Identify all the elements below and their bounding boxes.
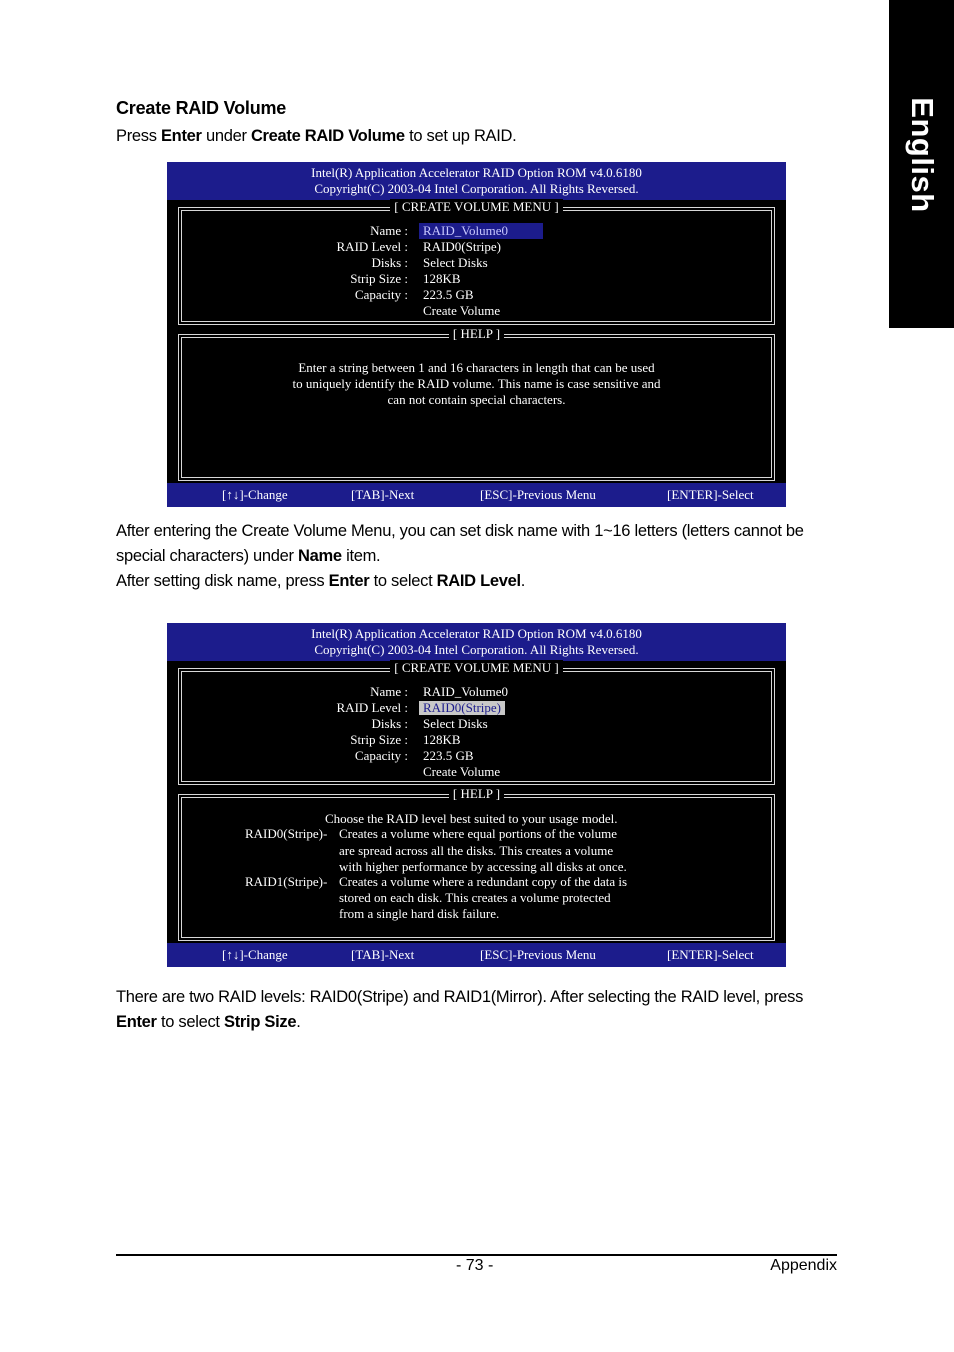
change-hint: [↑↓]-Change (222, 487, 288, 502)
create-volume-row[interactable] (179, 764, 774, 780)
footer-divider (116, 1254, 837, 1256)
capacity-row: Capacity : 223.5 GB (354, 287, 474, 302)
next-hint: [TAB]-Next (351, 487, 415, 502)
help-title: [ HELP ] (449, 786, 504, 801)
name-field[interactable]: RAID_Volume0 (419, 223, 543, 239)
disks-row[interactable]: Disks : Select Disks (371, 716, 488, 731)
create-volume-menu (178, 660, 775, 785)
previous-menu-hint: [ESC]-Previous Menu (480, 487, 596, 502)
select-hint: [ENTER]-Select (667, 947, 754, 962)
page-number: - 73 - (456, 1257, 494, 1274)
strip-size-row[interactable]: Strip Size : 128KB (350, 271, 461, 286)
language-tab (889, 0, 954, 328)
bios-screen-raid-level (167, 623, 786, 967)
change-hint: [↑↓]-Change (222, 947, 288, 962)
bios-header: Intel(R) Application Accelerator RAID Option ROM v4.0.6180 Copyright(C) 2003-04 Intel Corporation. All Rights Reversed. (167, 623, 786, 661)
raid-level-field[interactable]: RAID0(Stripe) (419, 701, 505, 715)
help-title: [ HELP ] (449, 326, 504, 341)
bios-screen-name (167, 162, 786, 507)
bios-footer (167, 943, 786, 967)
create-volume-button[interactable]: Create Volume (423, 303, 501, 318)
create-volume-button[interactable]: Create Volume (423, 764, 501, 779)
raid-level-row[interactable]: RAID Level : RAID0(Stripe) (179, 700, 774, 716)
name-field[interactable]: RAID_Volume0 (423, 684, 508, 699)
section-heading: Create RAID Volume (116, 98, 287, 118)
bios-header: Intel(R) Application Accelerator RAID Option ROM v4.0.6180 Copyright(C) 2003-04 Intel Corporation. All Rights Reversed. (167, 162, 786, 200)
help-box: [ HELP ] Enter a string between 1 and 16 characters in length that can be used to uniquely identify the RAID volume. This name is case sensitive and can not contain special characters. (178, 334, 775, 481)
create-volume-row[interactable] (179, 303, 774, 319)
language-tab-label: English (904, 97, 940, 213)
bios-footer (167, 483, 786, 507)
intro-paragraph: Press Enter under Create RAID Volume to set up RAID. (116, 127, 517, 145)
disks-row[interactable]: Disks : Select Disks (371, 255, 488, 270)
create-volume-menu (178, 199, 775, 325)
name-row[interactable]: Name : RAID_Volume0 (179, 223, 774, 239)
capacity-row: Capacity : 223.5 GB (354, 748, 474, 763)
strip-size-row[interactable]: Strip Size : 128KB (350, 732, 461, 747)
menu-title: [ CREATE VOLUME MENU ] (390, 660, 562, 675)
name-paragraph: After entering the Create Volume Menu, you can set disk name with 1~16 letters (letters cannot be special characters) under Name item. After setting disk name, press Enter to select RAID Level. (116, 522, 804, 590)
previous-menu-hint: [ESC]-Previous Menu (480, 947, 596, 962)
section-name: Appendix (770, 1257, 837, 1274)
name-row[interactable]: Name : RAID_Volume0 (370, 684, 508, 699)
select-hint: [ENTER]-Select (667, 487, 754, 502)
help-box: [ HELP ] Choose the RAID level best suited to your usage model. RAID0(Stripe)- Creates a volume where equal portions of the volume are spread across all the disks. This creates a volume with higher performance by accessing all disks at once. RAID1(Stripe)- Creates a volume where a redundant copy of the data is stored on each disk. This creates a volume protected from a single hard disk failure. (178, 794, 775, 941)
next-hint: [TAB]-Next (351, 947, 415, 962)
raid-level-row[interactable]: RAID Level : RAID0(Stripe) (336, 239, 501, 254)
raid-levels-paragraph: There are two RAID levels: RAID0(Stripe) and RAID1(Mirror). After selecting the RAID level, press Enter to select Strip Size. (116, 988, 804, 1031)
menu-title: [ CREATE VOLUME MENU ] (390, 199, 562, 214)
